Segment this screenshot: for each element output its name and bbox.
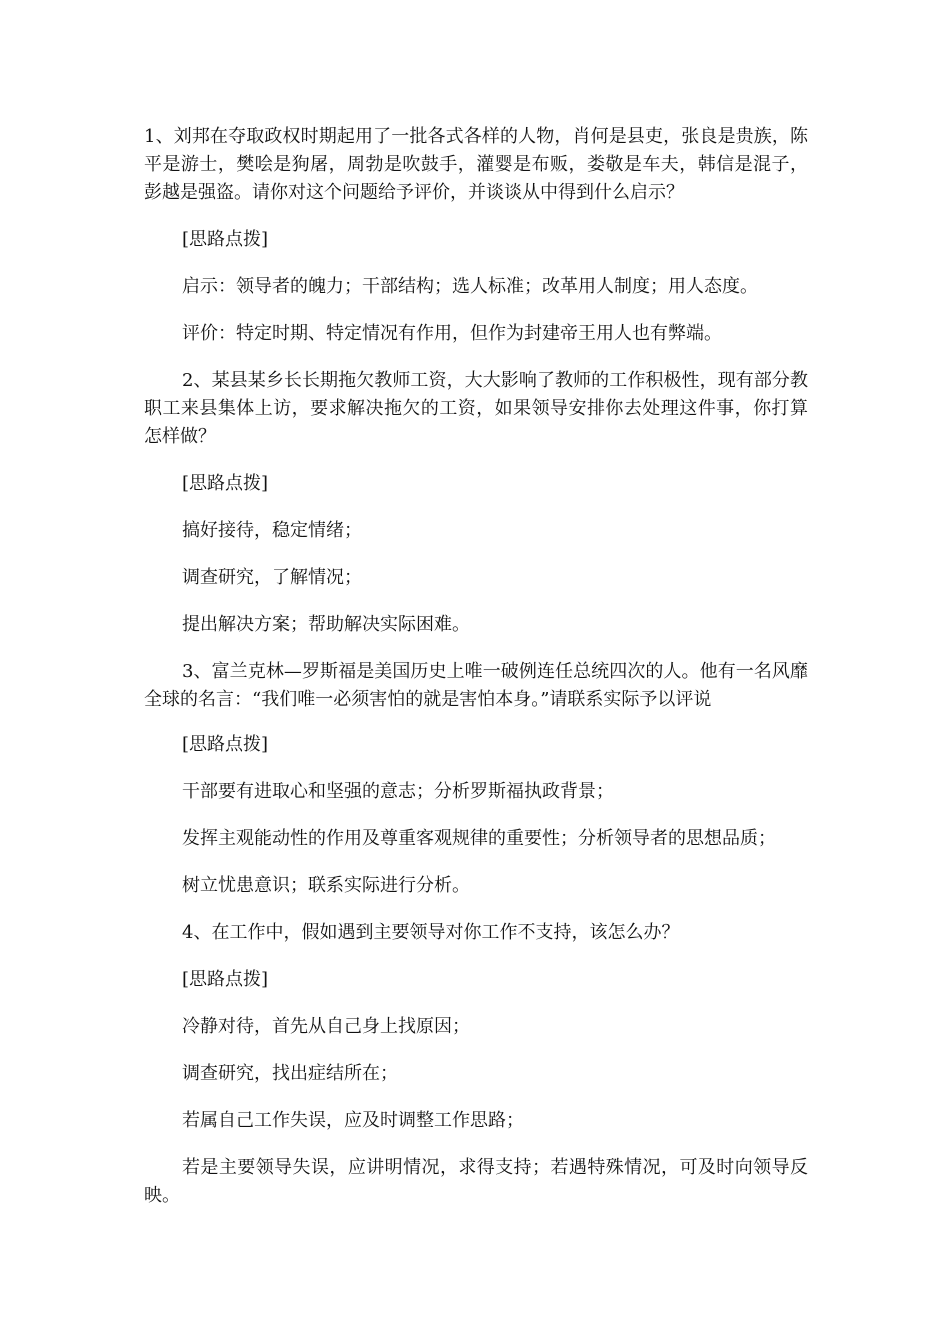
answer-2-step-2: 调查研究，了解情况； (182, 567, 362, 588)
question-1: 1、刘邦在夺取政权时期起用了一批各式各样的人物，肖何是县吏，张良是贵族，陈平是游士，樊哙是狗屠，周勃是吹鼓手，灌婴是布贩，娄敬是车夫，韩信是混子，彭越是强盗。请你对这个问题给予评价，并谈谈从中得到什么启示？ (144, 126, 808, 203)
question-2: 2、某县某乡长长期拖欠教师工资，大大影响了教师的工作积极性，现有部分教职工来县集体上访，要求解决拖欠的工资，如果领导安排你去处理这件事，你打算怎样做？ (144, 370, 808, 447)
answer-2-step-3: 提出解决方案；帮助解决实际困难。 (182, 614, 470, 635)
hint-heading-3: [思路点拨] (182, 734, 269, 755)
document-body (144, 123, 808, 1229)
answer-1-inspiration: 启示：领导者的魄力；干部结构；选人标准；改革用人制度；用人态度。 (182, 276, 758, 297)
hint-heading-1: [思路点拨] (182, 229, 269, 250)
answer-4-step-4: 若是主要领导失误，应讲明情况，求得支持；若遇特殊情况，可及时向领导反映。 (144, 1157, 808, 1206)
hint-heading-2: [思路点拨] (182, 473, 269, 494)
question-3: 3、富兰克林—罗斯福是美国历史上唯一破例连任总统四次的人。他有一名风靡全球的名言：“我们唯一必须害怕的就是害怕本身。”请联系实际予以评说 (144, 661, 808, 710)
answer-1-evaluation: 评价：特定时期、特定情况有作用，但作为封建帝王用人也有弊端。 (182, 323, 722, 344)
question-4: 4、在工作中，假如遇到主要领导对你工作不支持，该怎么办？ (182, 922, 680, 943)
answer-3-point-2: 发挥主观能动性的作用及尊重客观规律的重要性；分析领导者的思想品质； (182, 828, 776, 849)
answer-3-point-1: 干部要有进取心和坚强的意志；分析罗斯福执政背景； (182, 781, 614, 802)
answer-4-step-2: 调查研究，找出症结所在； (182, 1063, 398, 1084)
answer-4-step-1: 冷静对待，首先从自己身上找原因； (182, 1016, 470, 1037)
answer-2-step-1: 搞好接待，稳定情绪； (182, 520, 362, 541)
answer-3-point-3: 树立忧患意识；联系实际进行分析。 (182, 875, 470, 896)
answer-4-step-3: 若属自己工作失误，应及时调整工作思路； (182, 1110, 524, 1131)
hint-heading-4: [思路点拨] (182, 969, 269, 990)
